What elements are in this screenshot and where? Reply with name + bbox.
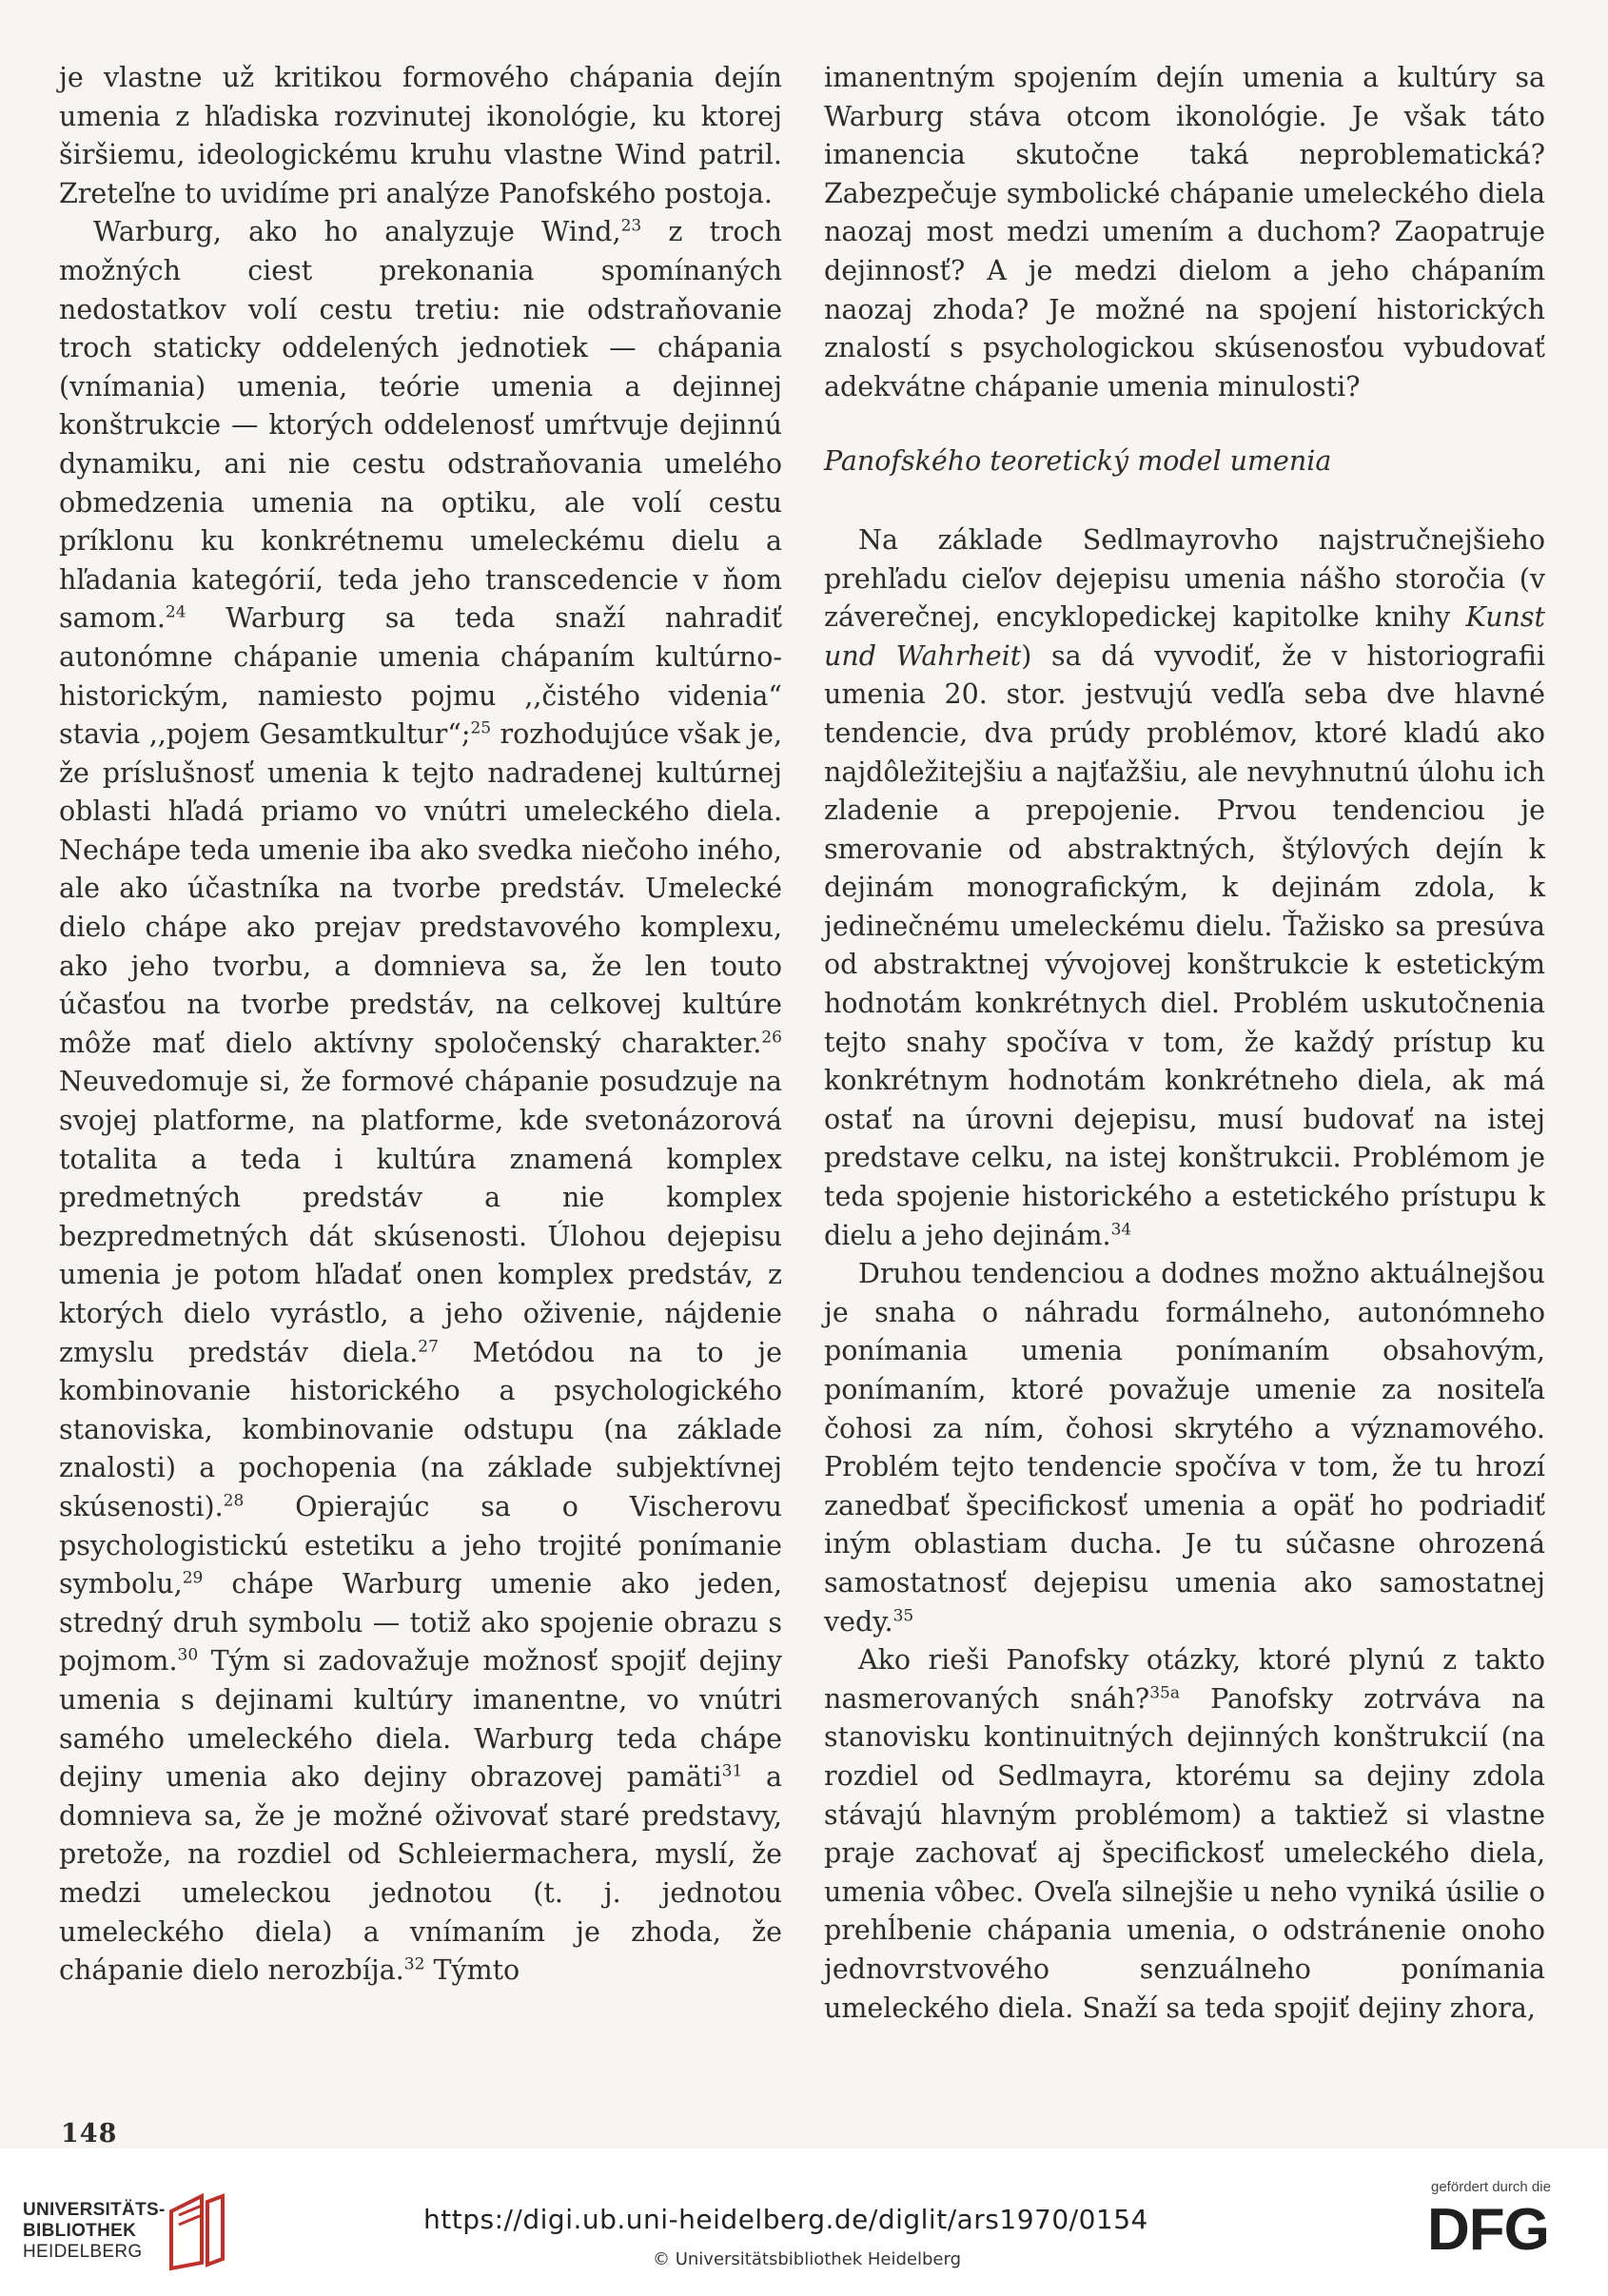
dfg-caption: gefördert durch die bbox=[1431, 2179, 1551, 2195]
text-run: Metódou na to je kombinovanie historického a psychologického stanoviska, kombinovanie odstupu (na základe znalosti) a pochopenia (na základe subjektívnej skúsenosti). bbox=[59, 1336, 782, 1522]
library-name bbox=[23, 2200, 166, 2263]
text-run: chápe Warburg umenie ako jeden, stredný druh symbolu — totiž ako spojenie obrazu s pojmom. bbox=[59, 1568, 782, 1678]
footer-bar bbox=[0, 2149, 1608, 2296]
footnote-reference[interactable]: 35a bbox=[1149, 1683, 1180, 1703]
text-run: z troch možných ciest prekonania spomínaných nedostatkov volí cestu tretiu: nie odstraňovanie troch staticky oddelených jednotiek — chápania (vnímania) umenia, teórie umenia a dejinnej konštrukcie — ktorých oddelenosť umŕtvuje dejinnú dynamiku, ani nie cestu odstraňovania umelého obmedzenia umenia na optiku, ale volí cestu príklonu ku konkrétnemu umeleckému dielu a hľadania kategórií, teda jeho transcedencie v ňom samom. bbox=[59, 216, 783, 635]
library-name-line2: BIBLIOTHEK bbox=[23, 2221, 137, 2241]
text-run: Panofského teoretický model umenia bbox=[824, 445, 1332, 478]
paragraph bbox=[59, 59, 782, 213]
text-run: Tým si zadovažuje možnosť spojiť dejiny umenia s dejinami kultúry imanentne, vo vnútri samého umeleckého diela. Warburg teda chápe dejiny umenia ako dejiny obrazovej pamäti bbox=[59, 1645, 782, 1794]
left-text-column bbox=[59, 59, 782, 1991]
footnote-reference[interactable]: 35 bbox=[892, 1606, 914, 1626]
text-run: Panofsky zotrváva na stanovisku kontinuitných dejinných konštrukcií (na rozdiel od Sedlmayra, ktorému sa dejiny zdola stávajú hlavným problémom) a taktiež si vlastne praje zachovať aj špecifickosť umeleckého diela, umenia vôbec. Oveľa silnejšie u neho vyniká úsilie o prehĺbenie chápania umenia, o odstránenie onoho jednovrstvového senzuálneho ponímania umeleckého diela. Snaží sa teda spojiť dejiny zhora, bbox=[824, 1682, 1545, 2024]
page-number: 148 bbox=[61, 2119, 118, 2149]
paragraph bbox=[824, 59, 1545, 406]
paragraph bbox=[824, 521, 1545, 1255]
university-library-logo[interactable] bbox=[23, 2192, 251, 2278]
footnote-reference[interactable]: 24 bbox=[165, 602, 186, 622]
footnote-reference[interactable]: 25 bbox=[470, 718, 492, 738]
text-run: Týmto bbox=[424, 1954, 520, 1987]
text-run: Druhou tendenciou a dodnes možno aktuálnejšou je snaha o náhradu formálneho, autonómneho ponímania umenia ponímaním obsahovým, ponímaním, ktoré považuje umenie za nositeľa čohosi za ním, čohosi skrytého a významového. Problém tejto tendencie spočíva v tom, že tu hrozí zanedbať špecifickosť umenia a opäť ho podriadiť iným oblastiam ducha. Je tu súčasne ohrozená samostatnosť dejepisu umenia ako samostatnej vedy. bbox=[824, 1258, 1545, 1638]
footnote-reference[interactable]: 30 bbox=[177, 1645, 199, 1665]
section-heading bbox=[824, 442, 1545, 481]
text-run: Neuvedomuje si, že formové chápanie posudzuje na svojej platforme, na platforme, kde svetonázorová totalita a teda i kultúra znamená komplex predmetných predstáv a nie komplex bezpredmetných dát skúsenosti. Úlohou dejepisu umenia je potom hľadať onen komplex predstáv, z ktorých dielo vyrástlo, a jeho oživenie, nájdenie zmyslu predstáv diela. bbox=[59, 1066, 782, 1368]
dfg-logo-text: DFG bbox=[1427, 2197, 1549, 2263]
text-run: rozhodujúce však je, že príslušnosť umenia k tejto nadradenej kultúrnej oblasti hľadá priamo vo vnútri umeleckého diela. Nechápe teda umenie iba ako svedka niečoho iného, ale ako účastníka na tvorbe predstáv. Umelecké dielo chápe ako prejav predstavového komplexu, ako jeho tvorbu, a domnieva sa, že len touto účasťou na tvorbe predstáv, na celkovej kultúre môže mať dielo aktívny spoločenský charakter. bbox=[59, 718, 783, 1059]
footnote-reference[interactable]: 29 bbox=[182, 1568, 204, 1588]
book-title: Kunst und Wahrheit bbox=[824, 601, 1545, 672]
paragraph bbox=[824, 1255, 1545, 1641]
footnote-reference[interactable]: 34 bbox=[1110, 1220, 1132, 1240]
text-run: ) sa dá vyvodiť, že v historiografii umenia 20. stor. jestvujú vedľa seba dve hlavné tendencie, dva prúdy problémov, ktoré kladú ako najdôležitejšiu a najťažšiu, ale nevyhnutnú úlohu ich zladenie a prepojenie. Prvou tendenciou je smerovanie od abstraktných, štýlových dejín k dejinám monografickým, k dejinám zdola, k jedinečnému umeleckému dielu. Ťažisko sa presúva od abstraktnej vývojovej konštrukcie k estetickým hodnotám konkrétnych diel. Problém uskutočnenia tejto snahy spočíva v tom, že každý prístup ku konkrétnym hodnotám konkrétneho diela, ak má ostať na úrovni dejepisu, musí budovať na istej predstave celku, na istej konštrukcii. Problémom je teda spojenie historického a estetického prístupu k dielu a jeho dejinám. bbox=[824, 639, 1545, 1251]
dfg-logo[interactable] bbox=[1427, 2179, 1589, 2284]
text-run: je vlastne už kritikou formového chápania dejín umenia z hľadiska rozvinutej ikonológie, ku ktorej širšiemu, ideologickému kruhu vlastne Wind patril. Zreteľne to uvidíme pri analýze Panofského postoja. bbox=[59, 62, 782, 209]
text-run: Warburg, ako ho analyzuje Wind, bbox=[93, 216, 621, 248]
footnote-reference[interactable]: 28 bbox=[223, 1491, 245, 1511]
footnote-reference[interactable]: 26 bbox=[761, 1028, 782, 1048]
text-run: Warburg sa teda snaží nahradiť autonómne chápanie umenia chápaním kultúrno-historickým, namiesto pojmu ,,čistého videnia“ stavia ,,pojem Gesamtkultur“; bbox=[59, 602, 782, 751]
right-text-column bbox=[824, 59, 1545, 2028]
paragraph bbox=[59, 213, 782, 1990]
footnote-reference[interactable]: 23 bbox=[620, 216, 642, 236]
text-run: Opierajúc sa o Vischerovu psychologistickú estetiku a jeho trojité ponímanie symbolu, bbox=[59, 1490, 782, 1600]
source-url-link[interactable]: https://digi.ub.uni-heidelberg.de/diglit/ars1970/0154 bbox=[423, 2204, 1148, 2235]
paragraph bbox=[824, 1641, 1545, 2028]
footnote-reference[interactable]: 31 bbox=[721, 1761, 743, 1781]
text-run: imanentným spojením dejín umenia a kultúry sa Warburg stáva otcom ikonológie. Je však táto imanencia skutočne taká neproblematická? Zabezpečuje symbolické chápanie umeleckého diela naozaj most medzi umením a duchom? Zaopatruje dejinnosť? A je medzi dielom a jeho chápaním naozaj zhoda? Je možné na spojení historických znalostí s psychologickou skúsenosťou vybudovať adekvátne chápanie umenia minulosti? bbox=[824, 62, 1545, 402]
library-name-line1: UNIVERSITÄTS- bbox=[23, 2200, 166, 2220]
footnote-reference[interactable]: 27 bbox=[418, 1337, 439, 1357]
text-run: Ako rieši Panofsky otázky, ktoré plynú z takto nasmerovaných snáh? bbox=[824, 1644, 1545, 1715]
footnote-reference[interactable]: 32 bbox=[403, 1954, 425, 1974]
text-run: Na základe Sedlmayrovho najstručnejšieho prehľadu cieľov dejepisu umenia nášho storočia (v záverečnej, encyklopedickej kapitolke knihy bbox=[824, 523, 1545, 634]
copyright-notice: © Universitätsbibliothek Heidelberg bbox=[653, 2249, 962, 2269]
library-name-line3: HEIDELBERG bbox=[23, 2242, 143, 2262]
library-emblem-icon bbox=[164, 2192, 230, 2272]
text-run: a domnieva sa, že je možné oživovať staré predstavy, pretože, na rozdiel od Schleiermachera, myslí, že medzi umeleckou jednotou (t. j. jednotou umeleckého diela) a vnímaním je zhoda, že chápanie dielo nerozbíja. bbox=[59, 1761, 782, 1987]
